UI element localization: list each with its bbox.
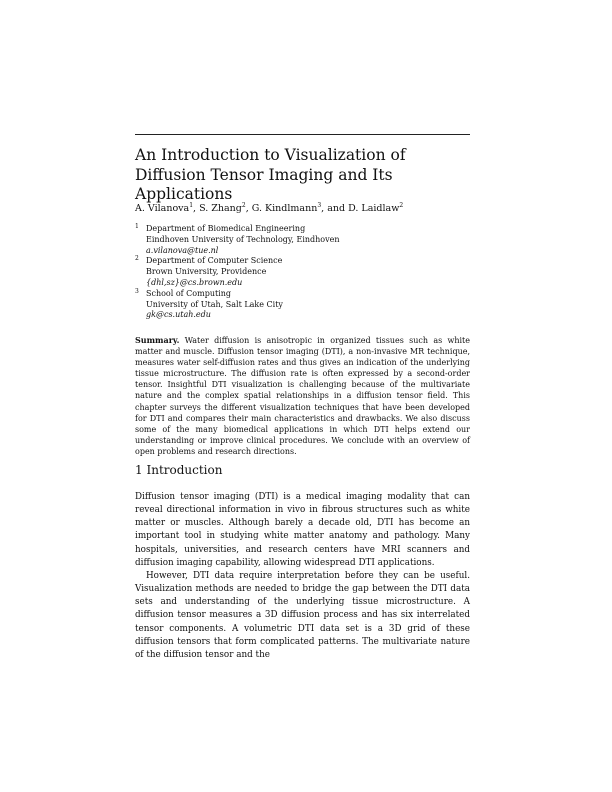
paragraph: Diffusion tensor imaging (DTI) is a medical imaging modality that can reveal directional information in vivo in fibrous structures such as white matter or muscles. Although barely a decade old, DTI has become an important tool in studying white matter anatomy and pathology. Many hospitals, universities, and research centers have MRI scanners and diffusion imaging capability, allowing widespread DTI applications. <box>135 492 470 568</box>
abstract-lead: Summary. <box>135 335 180 345</box>
affiliation: 2 Department of Computer Science Brown University, Providence {dhl,sz}@cs.brown.edu <box>135 256 475 288</box>
affiliation: 3 School of Computing University of Utah, Salt Lake City gk@cs.utah.edu <box>135 289 475 321</box>
title-rule <box>135 134 470 135</box>
affiliation-email: {dhl,sz}@cs.brown.edu <box>146 277 243 287</box>
affiliation: 1 Department of Biomedical Engineering Eindhoven University of Technology, Eindhoven a.vilanova@tue.nl <box>135 224 475 256</box>
author: D. Laidlaw$^2$ <box>348 202 404 214</box>
affiliation-dept: Department of Biomedical Engineering <box>146 224 306 233</box>
affiliation-dept: Department of Computer Science <box>146 256 283 266</box>
section-body <box>135 491 470 662</box>
affiliation-email: gk@cs.utah.edu <box>146 310 211 320</box>
section-title: Introduction <box>146 463 223 477</box>
author: A. Vilanova$^1$, <box>135 202 200 214</box>
paragraph: However, DTI data require interpretation before they can be useful. Visualization methods are needed to bridge the gap between the DTI data sets and understanding of the underlying tissue microstructure. A diffusion tensor measures a 3D diffusion process and has six interrelated tensor components. A volumetric DTI data set is a 3D grid of these diffusion tensors that form complicated patterns. The multivariate nature of the diffusion tensor and the <box>135 570 470 660</box>
section-heading <box>135 463 222 478</box>
paper-title: An Introduction to Visualization of Diffusion Tensor Imaging and Its Applications <box>135 146 406 203</box>
author: S. Zhang$^2$, <box>199 202 252 214</box>
affiliation-dept: School of Computing <box>146 288 232 298</box>
author: G. Kindlmann$^3$, and <box>251 202 349 214</box>
affiliation-org: Eindhoven University of Technology, Eindhoven <box>146 234 340 244</box>
affiliation-list <box>135 224 475 321</box>
abstract <box>135 335 470 457</box>
affiliation-org: Brown University, Providence <box>146 267 267 277</box>
affiliation-email: a.vilanova@tue.nl <box>146 245 219 255</box>
author-list <box>135 200 475 215</box>
affiliation-org: University of Utah, Salt Lake City <box>146 299 283 309</box>
section-number: 1 <box>135 463 143 477</box>
abstract-text: Water diffusion is anisotropic in organized tissues such as white matter and muscle. Diffusion tensor imaging (DTI), a non-invasive MR technique, measures water self-diffusion rates and thus gives an indication of the underlying tissue microstructure. The diffusion rate is often expressed by a second-order tensor. Insightful DTI visualization is challenging because of the multivariate nature and the complex spatial relationships in a diffusion tensor field. This chapter surveys the different visualization techniques that have been developed for DTI and compares their main characteristics and drawbacks. We also discuss some of the many biomedical applications in which DTI helps extend our understanding or improve clinical procedures. We conclude with an overview of open problems and research directions. <box>135 336 471 456</box>
